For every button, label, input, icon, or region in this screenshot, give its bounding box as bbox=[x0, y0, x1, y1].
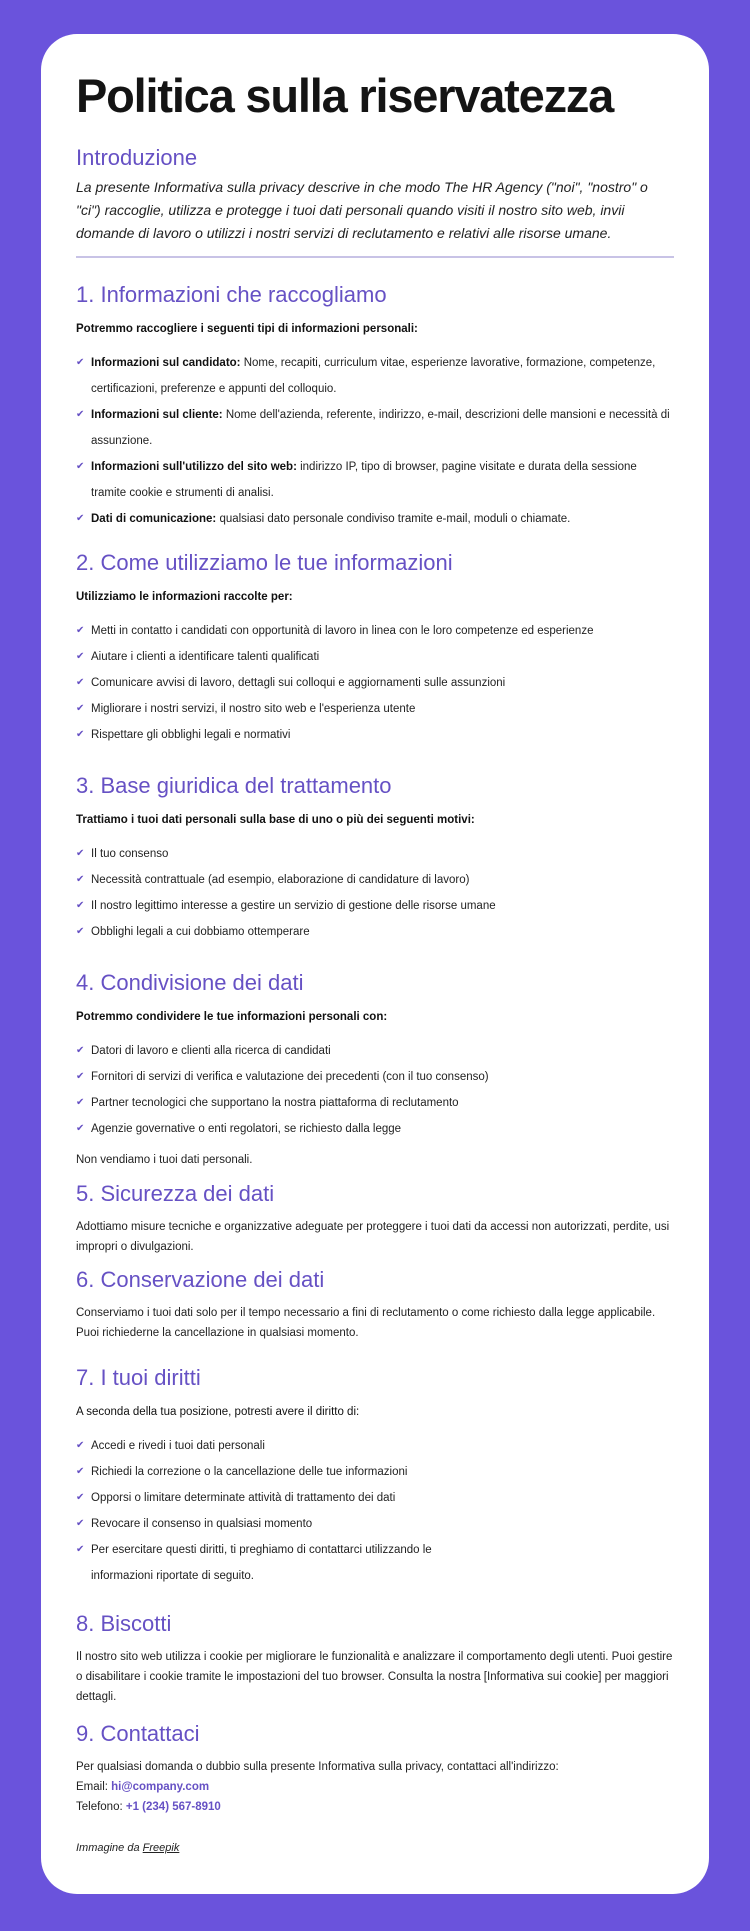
item-text: Obblighi legali a cui dobbiamo ottemperare bbox=[91, 926, 310, 938]
item-text: Rispettare gli obblighi legali e normativi bbox=[91, 729, 291, 741]
check-icon: ✔ bbox=[76, 1071, 85, 1082]
sharing-note: Non vendiamo i tuoi dati personali. bbox=[76, 1154, 253, 1166]
section-lead: Trattiamo i tuoi dati personali sulla base di uno o più dei seguenti motivi: bbox=[76, 814, 475, 826]
check-icon: ✔ bbox=[76, 409, 85, 420]
check-icon: ✔ bbox=[76, 1045, 85, 1056]
item-text: Nome dell'azienda, referente, indirizzo, e-mail, descrizioni delle mansioni e necessità di assunzione. bbox=[91, 409, 670, 447]
check-icon: ✔ bbox=[76, 1123, 85, 1134]
contact-phone bbox=[76, 1797, 674, 1817]
item-text: Accedi e rivedi i tuoi dati personali bbox=[91, 1440, 265, 1452]
item-text: indirizzo IP, tipo di browser, pagine visitate e durata della sessione tramite cookie e strumenti di analisi. bbox=[91, 461, 637, 499]
check-icon: ✔ bbox=[76, 1492, 85, 1503]
use-list bbox=[76, 618, 674, 748]
list-item bbox=[76, 1537, 434, 1589]
section-lead: Potremmo condividere le tue informazioni personali con: bbox=[76, 1011, 388, 1023]
list-item bbox=[76, 644, 674, 670]
item-text: Fornitori di servizi di verifica e valutazione dei precedenti (con il tuo consenso) bbox=[91, 1071, 489, 1083]
check-icon: ✔ bbox=[76, 1097, 85, 1108]
check-icon: ✔ bbox=[76, 513, 85, 524]
check-icon: ✔ bbox=[76, 926, 85, 937]
check-icon: ✔ bbox=[76, 703, 85, 714]
item-text: Nome, recapiti, curriculum vitae, esperienze lavorative, formazione, competenze, certificazioni, preferenze e appunti del colloquio. bbox=[91, 357, 656, 395]
item-text: Opporsi o limitare determinate attività di trattamento dei dati bbox=[91, 1492, 396, 1504]
item-text: Il tuo consenso bbox=[91, 848, 169, 860]
list-item bbox=[76, 670, 674, 696]
item-text: Aiutare i clienti a identificare talenti qualificati bbox=[91, 651, 320, 663]
phone-label: Telefono: bbox=[76, 1801, 126, 1813]
item-text: Richiedi la correzione o la cancellazione delle tue informazioni bbox=[91, 1466, 408, 1478]
rights-list bbox=[76, 1433, 674, 1589]
item-label: Informazioni sul cliente: bbox=[91, 409, 223, 421]
item-text: Necessità contrattuale (ad esempio, elaborazione di candidature di lavoro) bbox=[91, 874, 470, 886]
list-item bbox=[76, 893, 674, 919]
section-cookies bbox=[76, 1609, 674, 1707]
list-item bbox=[76, 350, 674, 402]
list-item bbox=[76, 1116, 674, 1142]
section-lead: A seconda della tua posizione, potresti avere il diritto di: bbox=[76, 1406, 360, 1418]
section-heading: 2. Come utilizziamo le tue informazioni bbox=[76, 550, 453, 575]
list-item bbox=[76, 919, 674, 945]
check-icon: ✔ bbox=[76, 1518, 85, 1529]
item-text: Agenzie governative o enti regolatori, se richiesto dalla legge bbox=[91, 1123, 402, 1135]
image-credit bbox=[76, 1838, 674, 1858]
item-label: Dati di comunicazione: bbox=[91, 513, 217, 525]
section-heading: 1. Informazioni che raccogliamo bbox=[76, 282, 387, 307]
section-text: Conserviamo i tuoi dati solo per il tempo necessario a fini di reclutamento o come richiesto dalla legge applicabile. Puoi richiederne la cancellazione in qualsiasi momento. bbox=[76, 1307, 656, 1339]
section-legal-basis bbox=[76, 771, 674, 945]
section-retention bbox=[76, 1265, 674, 1343]
list-item bbox=[76, 618, 674, 644]
list-item bbox=[76, 1433, 434, 1459]
list-item bbox=[76, 506, 674, 532]
item-label: Informazioni sull'utilizzo del sito web: bbox=[91, 461, 297, 473]
freepik-link[interactable]: Freepik bbox=[142, 1842, 180, 1854]
item-text: Revocare il consenso in qualsiasi momento bbox=[91, 1518, 313, 1530]
list-item bbox=[76, 1090, 674, 1116]
section-contact bbox=[76, 1719, 674, 1817]
collect-list bbox=[76, 350, 674, 532]
list-item bbox=[76, 722, 674, 748]
sharing-list bbox=[76, 1038, 674, 1142]
email-label: Email: bbox=[76, 1781, 112, 1793]
check-icon: ✔ bbox=[76, 848, 85, 859]
divider bbox=[76, 256, 674, 258]
list-item bbox=[76, 1064, 674, 1090]
list-item bbox=[76, 402, 674, 454]
section-rights bbox=[76, 1363, 674, 1589]
legal-basis-list bbox=[76, 841, 674, 945]
credit-text: Immagine da bbox=[76, 1842, 143, 1854]
section-heading: 4. Condivisione dei dati bbox=[76, 970, 304, 995]
section-heading: 9. Contattaci bbox=[76, 1721, 200, 1746]
check-icon: ✔ bbox=[76, 461, 85, 472]
item-text: Datori di lavoro e clienti alla ricerca di candidati bbox=[91, 1045, 331, 1057]
item-text: Per esercitare questi diritti, ti preghiamo di contattarci utilizzando le informazioni riportate di seguito. bbox=[91, 1544, 432, 1582]
item-text: Metti in contatto i candidati con opportunità di lavoro in linea con le loro competenze ed esperienze bbox=[91, 625, 594, 637]
check-icon: ✔ bbox=[76, 625, 85, 636]
section-use bbox=[76, 548, 674, 748]
section-heading: 3. Base giuridica del trattamento bbox=[76, 773, 392, 798]
check-icon: ✔ bbox=[76, 1466, 85, 1477]
check-icon: ✔ bbox=[76, 900, 85, 911]
section-heading: 8. Biscotti bbox=[76, 1611, 172, 1636]
check-icon: ✔ bbox=[76, 1440, 85, 1451]
check-icon: ✔ bbox=[76, 729, 85, 740]
check-icon: ✔ bbox=[76, 874, 85, 885]
section-text: Adottiamo misure tecniche e organizzative adeguate per proteggere i tuoi dati da accessi non autorizzati, perdite, usi impropri o divulgazioni. bbox=[76, 1221, 670, 1253]
intro-text: La presente Informativa sulla privacy descrive in che modo The HR Agency ("noi", "nostro" o "ci") raccoglie, utilizza e protegge i tuoi dati personali quando visiti il nostro sito web, invii domande di lavoro o utilizzi i nostri servizi di reclutamento e relativi alle risorse umane. bbox=[76, 179, 648, 241]
list-item bbox=[76, 1485, 434, 1511]
email-link[interactable]: hi@company.com bbox=[111, 1781, 210, 1793]
check-icon: ✔ bbox=[76, 357, 85, 368]
item-text: Comunicare avvisi di lavoro, dettagli sui colloqui e aggiornamenti sulle assunzioni bbox=[91, 677, 506, 689]
contact-text: Per qualsiasi domanda o dubbio sulla presente Informativa sulla privacy, contattaci all'indirizzo: bbox=[76, 1761, 559, 1773]
list-item bbox=[76, 454, 674, 506]
section-lead: Potremmo raccogliere i seguenti tipi di informazioni personali: bbox=[76, 323, 418, 335]
list-item bbox=[76, 1038, 674, 1064]
section-lead: Utilizziamo le informazioni raccolte per: bbox=[76, 591, 293, 603]
page-title: Politica sulla riservatezza bbox=[76, 69, 614, 122]
list-item bbox=[76, 841, 674, 867]
section-security bbox=[76, 1179, 674, 1257]
list-item bbox=[76, 1459, 434, 1485]
item-text: qualsiasi dato personale condiviso tramite e-mail, moduli o chiamate. bbox=[216, 513, 571, 525]
item-text: Il nostro legittimo interesse a gestire un servizio di gestione delle risorse umane bbox=[91, 900, 496, 912]
check-icon: ✔ bbox=[76, 1544, 85, 1555]
item-label: Informazioni sul candidato: bbox=[91, 357, 241, 369]
phone-link[interactable]: +1 (234) 567-8910 bbox=[125, 1801, 221, 1813]
section-sharing bbox=[76, 968, 674, 1170]
item-text: Migliorare i nostri servizi, il nostro sito web e l'esperienza utente bbox=[91, 703, 416, 715]
item-text: Partner tecnologici che supportano la nostra piattaforma di reclutamento bbox=[91, 1097, 459, 1109]
list-item bbox=[76, 1511, 434, 1537]
section-heading: 5. Sicurezza dei dati bbox=[76, 1181, 275, 1206]
section-collect bbox=[76, 280, 674, 532]
section-heading: 6. Conservazione dei dati bbox=[76, 1267, 325, 1292]
contact-email bbox=[76, 1777, 674, 1797]
section-text: Il nostro sito web utilizza i cookie per migliorare le funzionalità e analizzare il comportamento degli utenti. Puoi gestire o disabilitare i cookie tramite le impostazioni del tuo browser. Consulta la nostra [Informativa sui cookie] per maggiori dettagli. bbox=[76, 1651, 673, 1703]
section-heading: 7. I tuoi diritti bbox=[76, 1365, 201, 1390]
policy-card bbox=[41, 34, 709, 1894]
list-item bbox=[76, 867, 674, 893]
list-item bbox=[76, 696, 674, 722]
check-icon: ✔ bbox=[76, 677, 85, 688]
check-icon: ✔ bbox=[76, 651, 85, 662]
intro-heading: Introduzione bbox=[76, 145, 198, 170]
